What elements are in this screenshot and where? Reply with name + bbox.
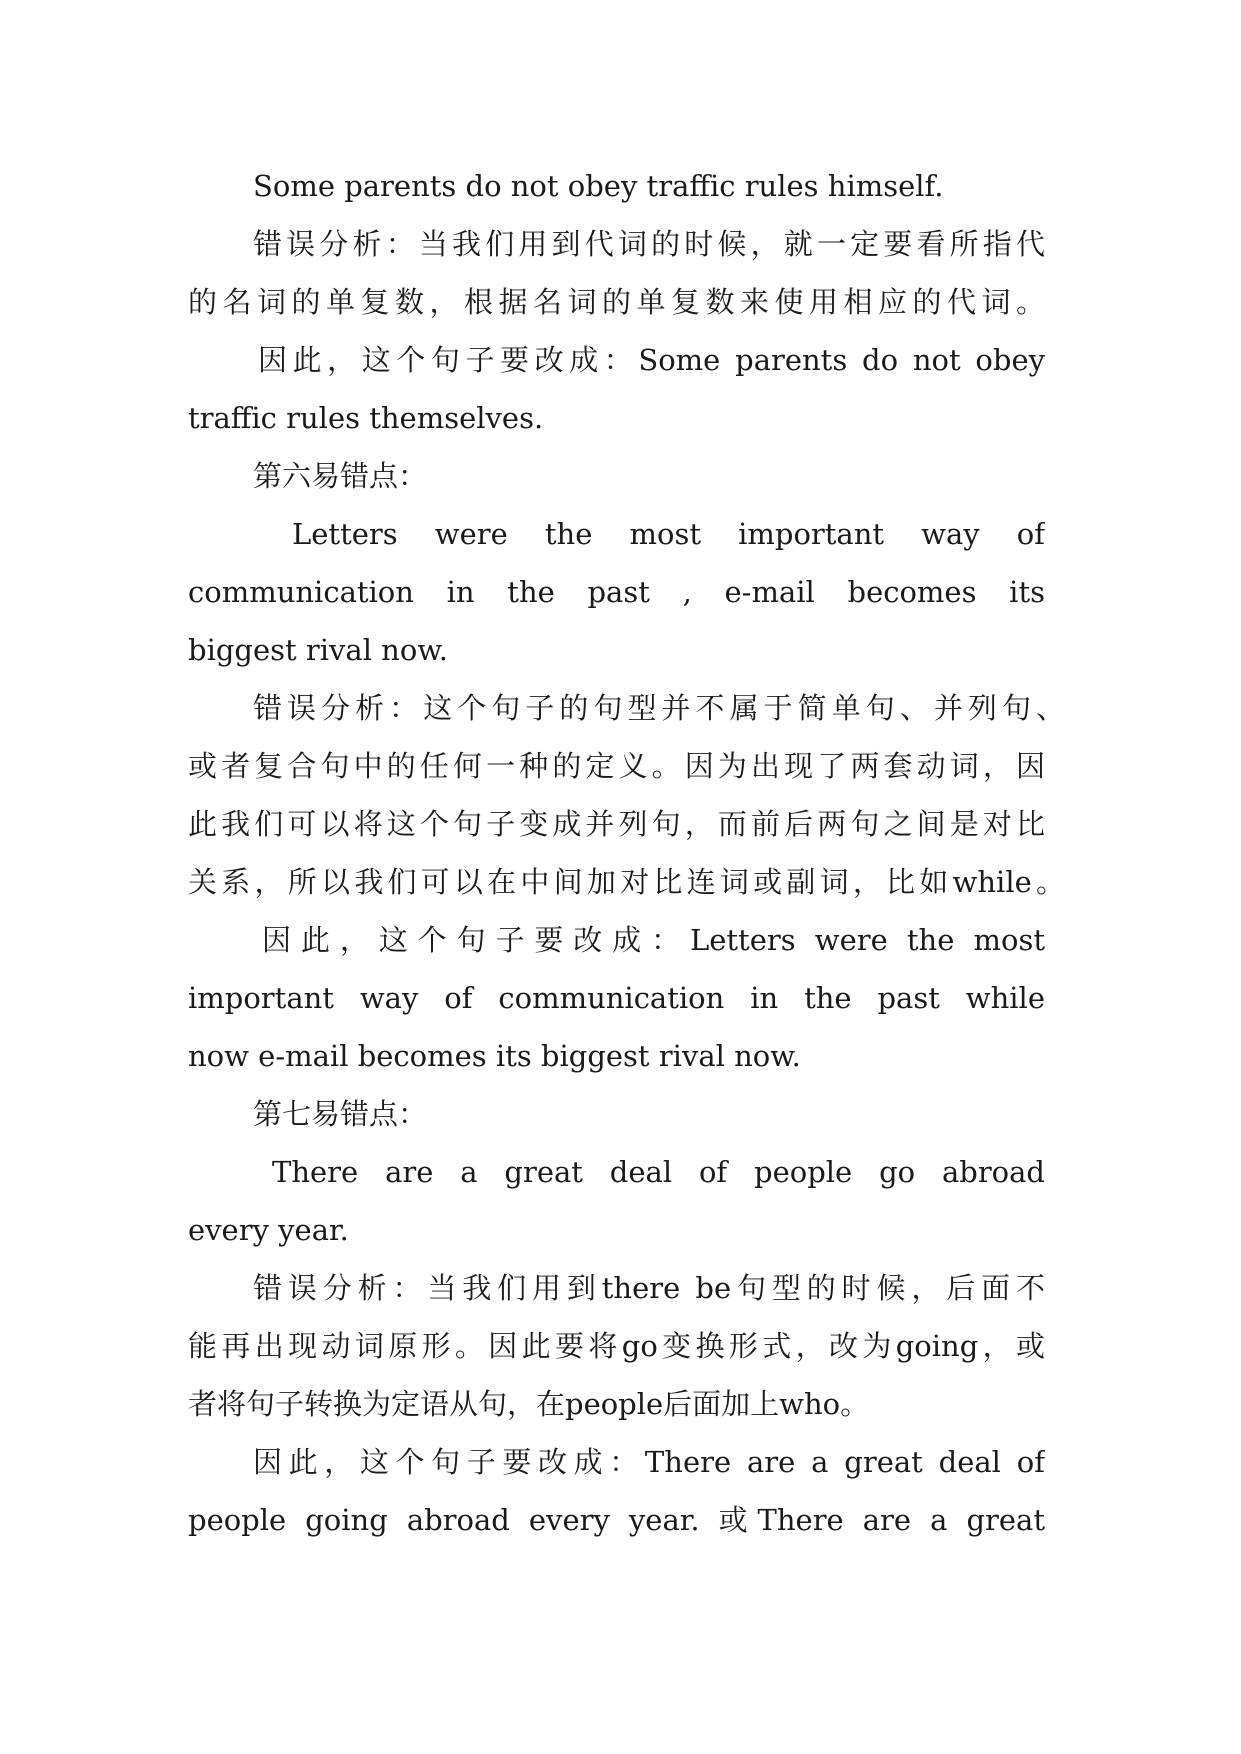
text-line: 或者复合句中的任何一种的定义。因为出现了两套动词，因	[188, 749, 1045, 783]
text-line: 能再出现动词原形。因此要将go变换形式，改为going，或	[188, 1329, 1045, 1363]
text-line: 因此，这个句子要改成：Letters were the most	[262, 923, 1045, 957]
text-line: There are a great deal of people go abroad	[272, 1155, 1045, 1189]
text-line: now e-mail becomes its biggest rival now.	[188, 1039, 801, 1073]
text-line: every year.	[188, 1213, 349, 1247]
text-line: 第七易错点：	[253, 1097, 428, 1131]
text-line: communication in the past , e-mail becomes its	[188, 575, 1045, 609]
text-line: 错误分析：这个句子的句型并不属于简单句、并列句、	[253, 691, 1065, 725]
text-line: 第六易错点：	[253, 459, 428, 493]
text-line: 错误分析：当我们用到there be句型的时候，后面不	[253, 1271, 1045, 1305]
text-line: 因此，这个句子要改成：There are a great deal of	[253, 1445, 1045, 1479]
text-line: Some parents do not obey traffic rules himself.	[253, 169, 944, 203]
text-line: traffic rules themselves.	[188, 401, 544, 435]
text-line: important way of communication in the past while	[188, 981, 1045, 1015]
text-line: 错误分析：当我们用到代词的时候，就一定要看所指代	[253, 227, 1045, 261]
text-line: 关系，所以我们可以在中间加对比连词或副词，比如while。	[188, 865, 1065, 899]
text-line: 因此，这个句子要改成：Some parents do not obey	[258, 343, 1045, 377]
text-line: people going abroad every year. 或There are a great	[188, 1503, 1045, 1537]
text-line: Letters were the most important way of	[292, 517, 1045, 551]
text-line: 的名词的单复数，根据名词的单复数来使用相应的代词。	[188, 285, 1045, 319]
text-line: biggest rival now.	[188, 633, 448, 667]
text-line: 此我们可以将这个句子变成并列句，而前后两句之间是对比	[188, 807, 1045, 841]
text-line: 者将句子转换为定语从句，在people后面加上who。	[188, 1387, 870, 1421]
